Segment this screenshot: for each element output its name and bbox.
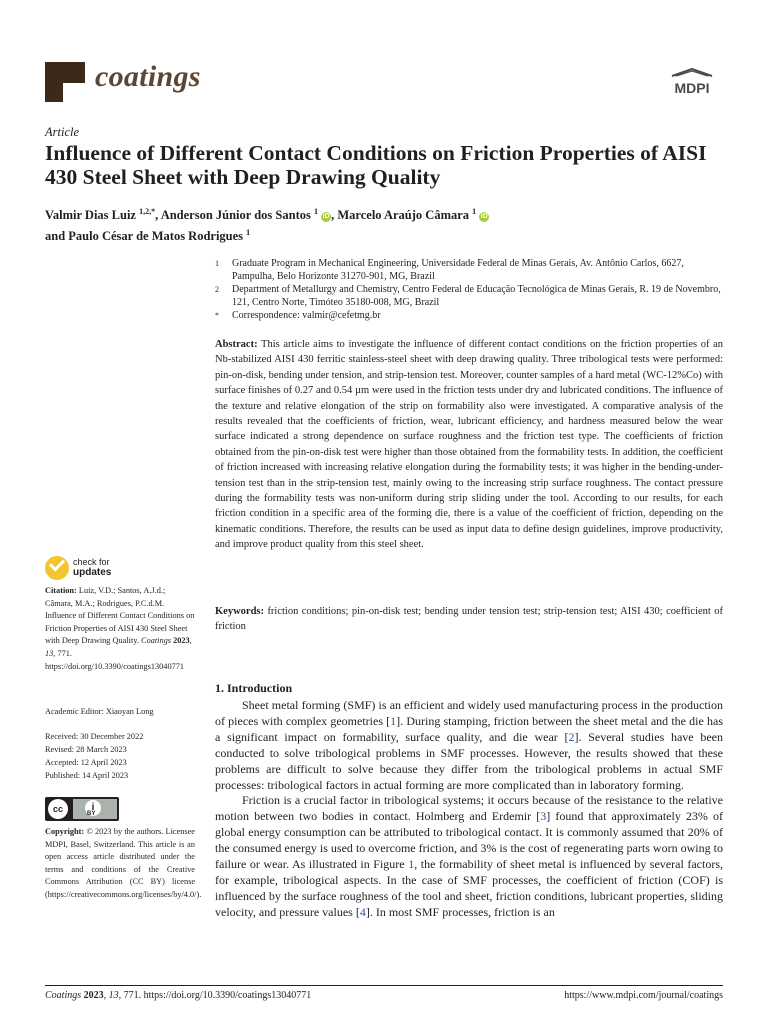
author-name[interactable]: Paulo César de Matos Rodrigues bbox=[68, 229, 244, 244]
author-name[interactable]: Marcelo Araújo Câmara bbox=[337, 208, 470, 223]
publisher-label: MDPI bbox=[674, 80, 710, 96]
reference-link[interactable]: 4 bbox=[359, 904, 366, 919]
keywords-label: Keywords: bbox=[215, 606, 264, 617]
paragraph: Friction is a crucial factor in tribological systems; it occurs because of the resistance to the relative motion between two bodies in contact. Holmberg and Erdemir [3] found that approximately 23% of global energy consumption can be attributed to tribological contact. It is commonly assumed that 20% of the consumed energy is used to overcome friction, and 3% is the cost of regenerating parts worn owing to failure or wear. As illustrated in Figure 1, the formability of sheet metal is influenced by several factors, for example, tribological aspects. In the case of SMF processes, the coefficient of friction (COF) is influenced by the surface roughness of the tool and sheet, friction conditions, lubricant properties, sliding velocity, and pressure values [4]. In most SMF processes, friction is an bbox=[215, 793, 723, 919]
author-name[interactable]: Valmir Dias Luiz bbox=[45, 208, 136, 223]
author-affil-sup: 1 bbox=[246, 228, 251, 238]
reference-link[interactable]: 1 bbox=[390, 713, 397, 728]
affiliations bbox=[215, 257, 725, 322]
correspondence: * Correspondence: valmir@cefetmg.br bbox=[215, 310, 381, 321]
accepted-date: Accepted: 12 April 2023 bbox=[45, 758, 127, 767]
footer-divider bbox=[45, 985, 723, 986]
copyright-label: Copyright: bbox=[45, 827, 85, 836]
section-heading: 1. Introduction bbox=[215, 681, 293, 695]
reference-link[interactable]: 3 bbox=[540, 809, 547, 824]
cc-by-license-badge[interactable]: cc i BY bbox=[45, 797, 119, 821]
keywords bbox=[215, 604, 723, 635]
author-list: Valmir Dias Luiz $^{1,2,*}$, Anderson Júnior dos Santos $^1$ iD , Marcelo Araújo Câmara $^1$ iD and Paulo César de Matos Rodrigues $^1$ bbox=[45, 207, 488, 244]
article-title: Influence of Different Contact Conditions on Friction Properties of AISI 430 Steel Sheet with Deep Drawing Quality bbox=[45, 141, 707, 189]
abstract bbox=[215, 337, 723, 553]
copyright: Copyright: © 2023 by the authors. Licensee MDPI, Basel, Switzerland. This article is an open access article distributed under the terms and conditions of the Creative Commons Attribution (CC BY) license (https://creativecommons.org/licenses/by/4.0/). bbox=[45, 827, 202, 899]
citation-label: Citation: bbox=[45, 586, 77, 595]
academic-editor: Academic Editor: Xiaoyan Long bbox=[45, 707, 154, 716]
introduction-body bbox=[215, 698, 723, 921]
citation-doi-link[interactable]: 771. https://doi.org/10.3390/coatings13040771 bbox=[45, 648, 185, 671]
affiliation-item: 1 Graduate Program in Mechanical Engineering, Universidade Federal de Minas Gerais, Av. Antônio Carlos, 6627, Pampulha, Belo Horizonte 31270-901, MG, Brazil bbox=[215, 258, 684, 282]
mdpi-logo[interactable] bbox=[666, 68, 718, 103]
journal-logo-icon bbox=[45, 62, 85, 102]
published-date: Published: 14 April 2023 bbox=[45, 771, 129, 780]
citation: Citation: Luiz, V.D.; Santos, A.J.d.; Câmara, M.A.; Rodrigues, P.C.d.M. Influence of Different Contact Conditions on Friction Properties of AISI 430 Steel Sheet with Deep Drawing Quality. Coatings 2023, 13, 771. https://doi.org/10.3390/coatings13040771 bbox=[45, 586, 195, 671]
author-affil-sup: 1 bbox=[472, 207, 477, 216]
affiliation-item: 2 Department of Metallurgy and Chemistry, Centro Federal de Educação Tecnológica de Minas Gerais, R. 19 de Novembro, 121, Centro Norte, Timóteo 35180-008, MG, Brazil bbox=[215, 284, 721, 308]
footer-journal-url[interactable]: https://www.mdpi.com/journal/coatings bbox=[564, 990, 723, 1001]
check-for-updates-button[interactable]: check for updates bbox=[45, 556, 155, 582]
attribution-icon: i bbox=[85, 800, 101, 816]
orcid-icon[interactable]: iD bbox=[322, 213, 330, 221]
abstract-label: Abstract: bbox=[215, 339, 258, 350]
reference-link[interactable]: 2 bbox=[568, 729, 575, 744]
keywords-text: friction conditions; pin-on-disk test; bending under tension test; strip-tension test; AISI 430; coefficient of friction bbox=[215, 606, 723, 633]
article-type: Article bbox=[45, 125, 80, 139]
received-date: Received: 30 December 2022 bbox=[45, 732, 144, 741]
author-affil-sup: 1,2,* bbox=[139, 207, 156, 216]
figure-link[interactable]: 1 bbox=[408, 857, 415, 872]
footer-doi-link[interactable]: , 771. https://doi.org/10.3390/coatings13040771 bbox=[118, 990, 312, 1001]
journal-name[interactable]: coatings bbox=[95, 60, 201, 93]
revised-date: Revised: 28 March 2023 bbox=[45, 745, 127, 754]
orcid-icon[interactable]: iD bbox=[480, 213, 488, 221]
author-name[interactable]: Anderson Júnior dos Santos bbox=[160, 208, 311, 223]
cc-icon: cc bbox=[48, 799, 68, 819]
check-icon bbox=[45, 556, 69, 580]
paragraph: Sheet metal forming (SMF) is an efficient and widely used manufacturing process in the production of pieces with complex geometries [1]. During stamping, friction between the sheet metal and the die has a significant impact on formability, surface quality, and die wear [2]. Several studies have been conducted to solve tribological problems in SMF processes. However, the results showed that these problems are difficult to solve because they differ from the tribological problems in actual SMF processes: tribological factors in actual forming are more complicated than in laboratory forming. bbox=[215, 698, 723, 792]
footer-citation: Coatings 2023, 13, 771. https://doi.org/10.3390/coatings13040771 bbox=[45, 990, 312, 1001]
author-affil-sup: 1 bbox=[313, 207, 318, 216]
abstract-text: This article aims to investigate the influence of different contact conditions on the friction properties of an Nb-stabilized AISI 430 ferritic stainless-steel sheet with deep drawing quality. Three tribological tests were performed: pin-on-disk, bending under tension, and strip-tension test. Moreover, counter samples of a hard metal (WC-12%Co) with surface finishes of 0.27 and 0.54 µm were used in the friction tests under dry and lubricated conditions. The influence of the texture and relative elongation of the strip on formability also were investigated. A comparative analysis of the results revealed that the coefficients of friction, wear, lubricant efficiency, and hardness measured below the wear surface indicated a strong dependence on surface roughness and the friction test type. The coefficients of friction obtained from the pin-on-disk test were higher than those obtained from the formability tests. In addition, the coefficient of friction increased with increasing relative elongation during the formability tests; it was higher in the bending-under-tension test than in the strip-tension test, mainly owing to the increasing strip surface roughness. The contact pressure during the formability tests was non-uniform during strip sliding under the tool. According to our results, for each friction condition in a specific area of the forming die, there is a value of the coefficient of friction, depending on the kinematic conditions. Therefore, the results can be used as input data to define design guidelines, improve productivity, and improve product quality from this steel sheet. bbox=[215, 339, 724, 551]
